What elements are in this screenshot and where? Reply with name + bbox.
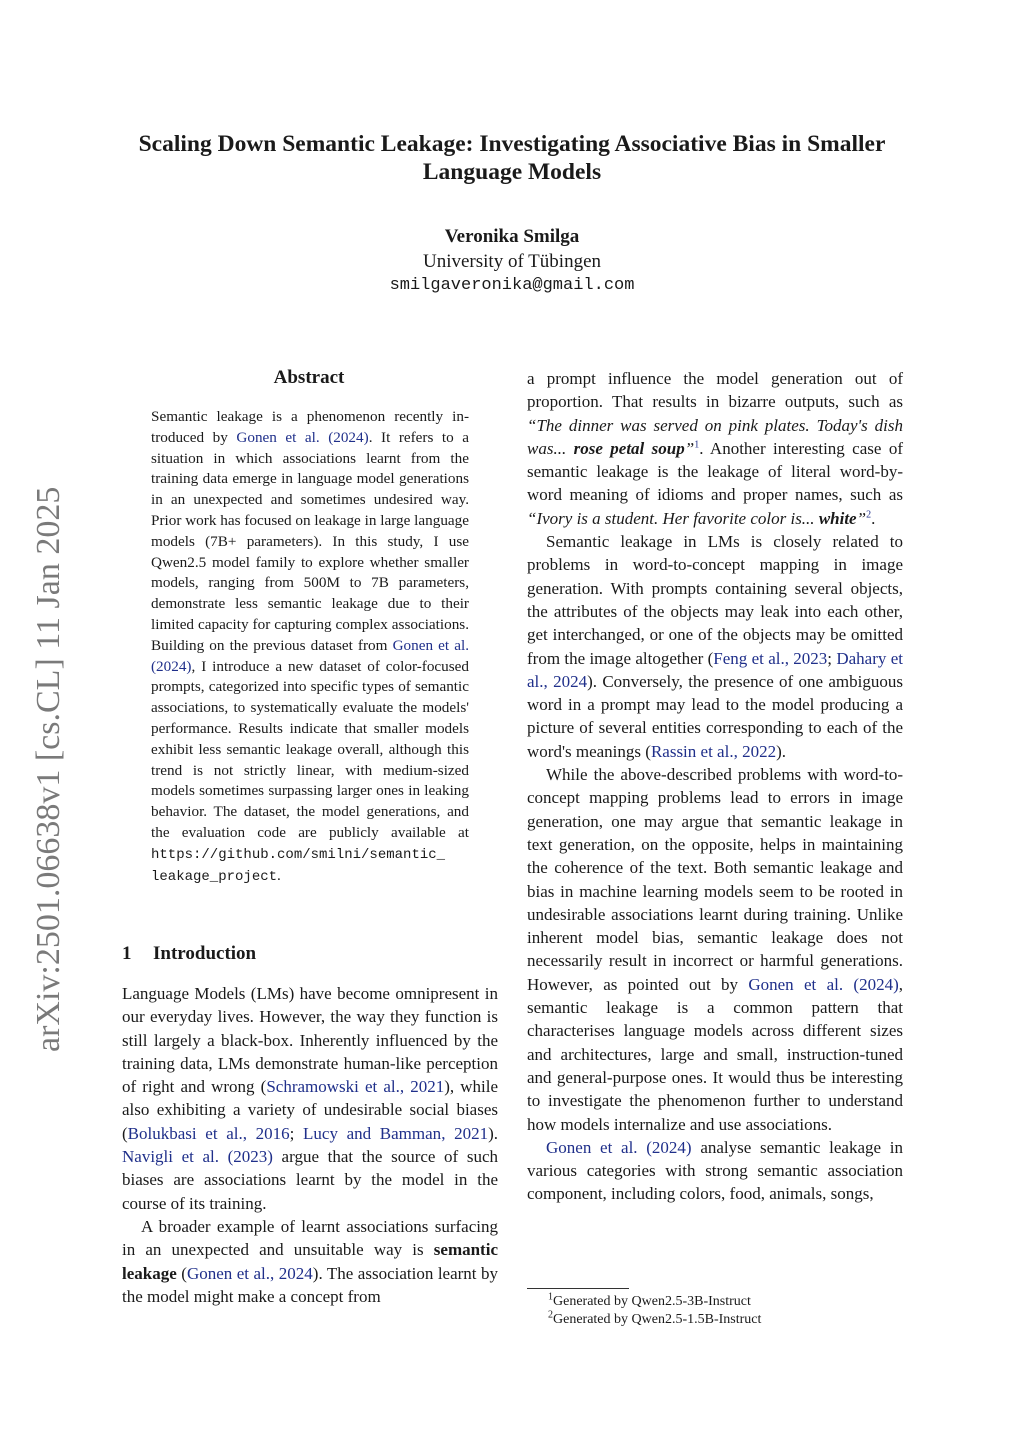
- citation-link[interactable]: Bolukbasi et al., 2016: [127, 1123, 290, 1143]
- citation-link[interactable]: Gonen et al. (2024): [236, 428, 369, 446]
- paragraph: a prompt influence the model generation out of proportion. That results in bizarre outputs, such as “The dinner was served on pink plates. Today's dish was... rose petal soup”$^1$. Another interesting case of semantic leakage is the leakage of literal word-by-word meaning of idioms and proper names, such as “Ivory is a student. Her favorite color is... white”$^2$.: [527, 369, 903, 528]
- arxiv-identifier-stamp: arXiv:2501.06638v1 [cs.CL] 11 Jan 2025: [30, 486, 67, 1052]
- citation-link[interactable]: Gonen et al. (2024): [748, 974, 899, 994]
- author-name: Veronika Smilga: [444, 226, 580, 247]
- paragraph: Language Models (LMs) have become omnipresent in our everyday lives. However, the way they function is still largely a black-box. Inherently influenced by the training data, LMs demonstrate human-like perception of right and wrong (Schramowski et al., 2021), while also exhibiting a variety of undesirable social biases (Bolukbasi et al., 2016; Lucy and Bamman, 2021). Navigli et al. (2023) argue that the source of such biases are associations learnt by the model in the course of its training.: [122, 984, 499, 1213]
- citation-link[interactable]: Gonen et al. (2024): [151, 636, 469, 675]
- author-affiliation: University of Tübingen: [422, 251, 601, 272]
- section-title: Introduction: [153, 943, 257, 964]
- paragraph: Gonen et al. (2024) analyse semantic leakage in various categories with strong semantic association component, including colors, food, animals, songs,: [527, 1137, 903, 1204]
- footnote-divider: [527, 1288, 629, 1289]
- footnotes: [548, 1293, 761, 1329]
- citation-link[interactable]: Gonen et al., 2024: [186, 1263, 313, 1283]
- citation-link[interactable]: Navigli et al. (2023): [122, 1147, 273, 1167]
- paragraph: Semantic leakage in LMs is closely related to problems in word-to-concept mapping in image generation. With prompts containing several objects, the attributes of the objects may leak into each other, get interchanged, or one of the objects may be omitted from the image altogether (Feng et al., 2023; Dahary et al., 2024). Conversely, the presence of one ambiguous word in a prompt may lead to the model producing a picture of several entities corresponding to each of the word's meanings (Rassin et al., 2022).: [527, 532, 903, 761]
- example-quote: “The dinner was served on pink plates. Today's dish was... rose petal soup”: [527, 415, 903, 458]
- footnote-marker[interactable]: 1: [694, 439, 700, 451]
- paper-title: Scaling Down Semantic Leakage: Investigating Associative Bias in Smaller Language Models: [138, 131, 886, 185]
- citation-link[interactable]: Schramowski et al., 2021: [266, 1077, 445, 1097]
- left-column: [122, 982, 498, 1308]
- citation-link[interactable]: Gonen et al. (2024): [546, 1137, 692, 1157]
- paragraph: A broader example of learnt associations surfacing in an unexpected and unsuitable way is semantic leakage (Gonen et al., 2024). The association learnt by the model might make a concept from: [122, 1216, 499, 1306]
- abstract-heading: Abstract: [273, 367, 345, 388]
- repository-link[interactable]: https://github.com/smilni/semantic_​leakage_project: [151, 846, 446, 885]
- citation-link[interactable]: Lucy and Bamman, 2021: [303, 1123, 489, 1143]
- section-number: 1: [122, 943, 132, 964]
- right-column: [527, 367, 903, 1206]
- citation-link[interactable]: Dahary et al., 2024: [527, 648, 903, 691]
- citation-link[interactable]: Feng et al., 2023: [713, 648, 828, 668]
- footnote-marker[interactable]: 2: [866, 509, 872, 521]
- abstract-body: Semantic leakage is a phenomenon recently introduced by Gonen et al. (2024). It refers to a situation in which associations learnt from the training data emerge in language model generations in an unexpected and sometimes undesired way. Prior work has focused on leakage in large language models (7B+ parameters). In this study, I use Qwen2.5 model family to explore whether smaller models, ranging from 500M to 7B parameters, demonstrate less semantic leakage due to their limited capacity for capturing complex associations. Building on the previous dataset from Gonen et al. (2024), I introduce a new dataset of color-focused prompts, categorized into specific types of semantic associations, to systematically evaluate the models' performance. Results indicate that smaller models exhibit less semantic leakage overall, although this trend is not strictly linear, with medium-sized models sometimes surpassing larger ones in leaking behavior. The dataset, the model generations, and the evaluation code are publicly available at https://github.com/smilni/semantic_​leakage_project.: [151, 408, 469, 885]
- example-quote: “Ivory is a student. Her favorite color is... white”: [527, 508, 867, 528]
- footnote: $^2$Generated by Qwen2.5-1.5B-Instruct: [548, 1309, 762, 1327]
- footnote: $^1$Generated by Qwen2.5-3B-Instruct: [548, 1291, 751, 1309]
- section-heading: [122, 943, 256, 965]
- author-email[interactable]: smilgaveronika@gmail.com: [389, 276, 635, 295]
- paragraph: While the above-described problems with word-to-concept mapping problems lead to errors in image generation, one may argue that semantic leakage in text generation, on the opposite, helps in maintaining the coherence of the text. Both semantic leakage and bias in machine learning models seem to be rooted in undesirable associations learnt during training. Unlike inherent model bias, semantic leakage does not necessarily result in incorrect or harmful generations. However, as pointed out by Gonen et al. (2024), semantic leakage is a common pattern that characterises language models across different sizes and architectures, large and small, instruction-tuned and general-purpose ones. It would thus be interesting to investigate the phenomenon further to understand how models internalize and use associations.: [527, 765, 903, 1134]
- citation-link[interactable]: Rassin et al., 2022: [650, 741, 777, 761]
